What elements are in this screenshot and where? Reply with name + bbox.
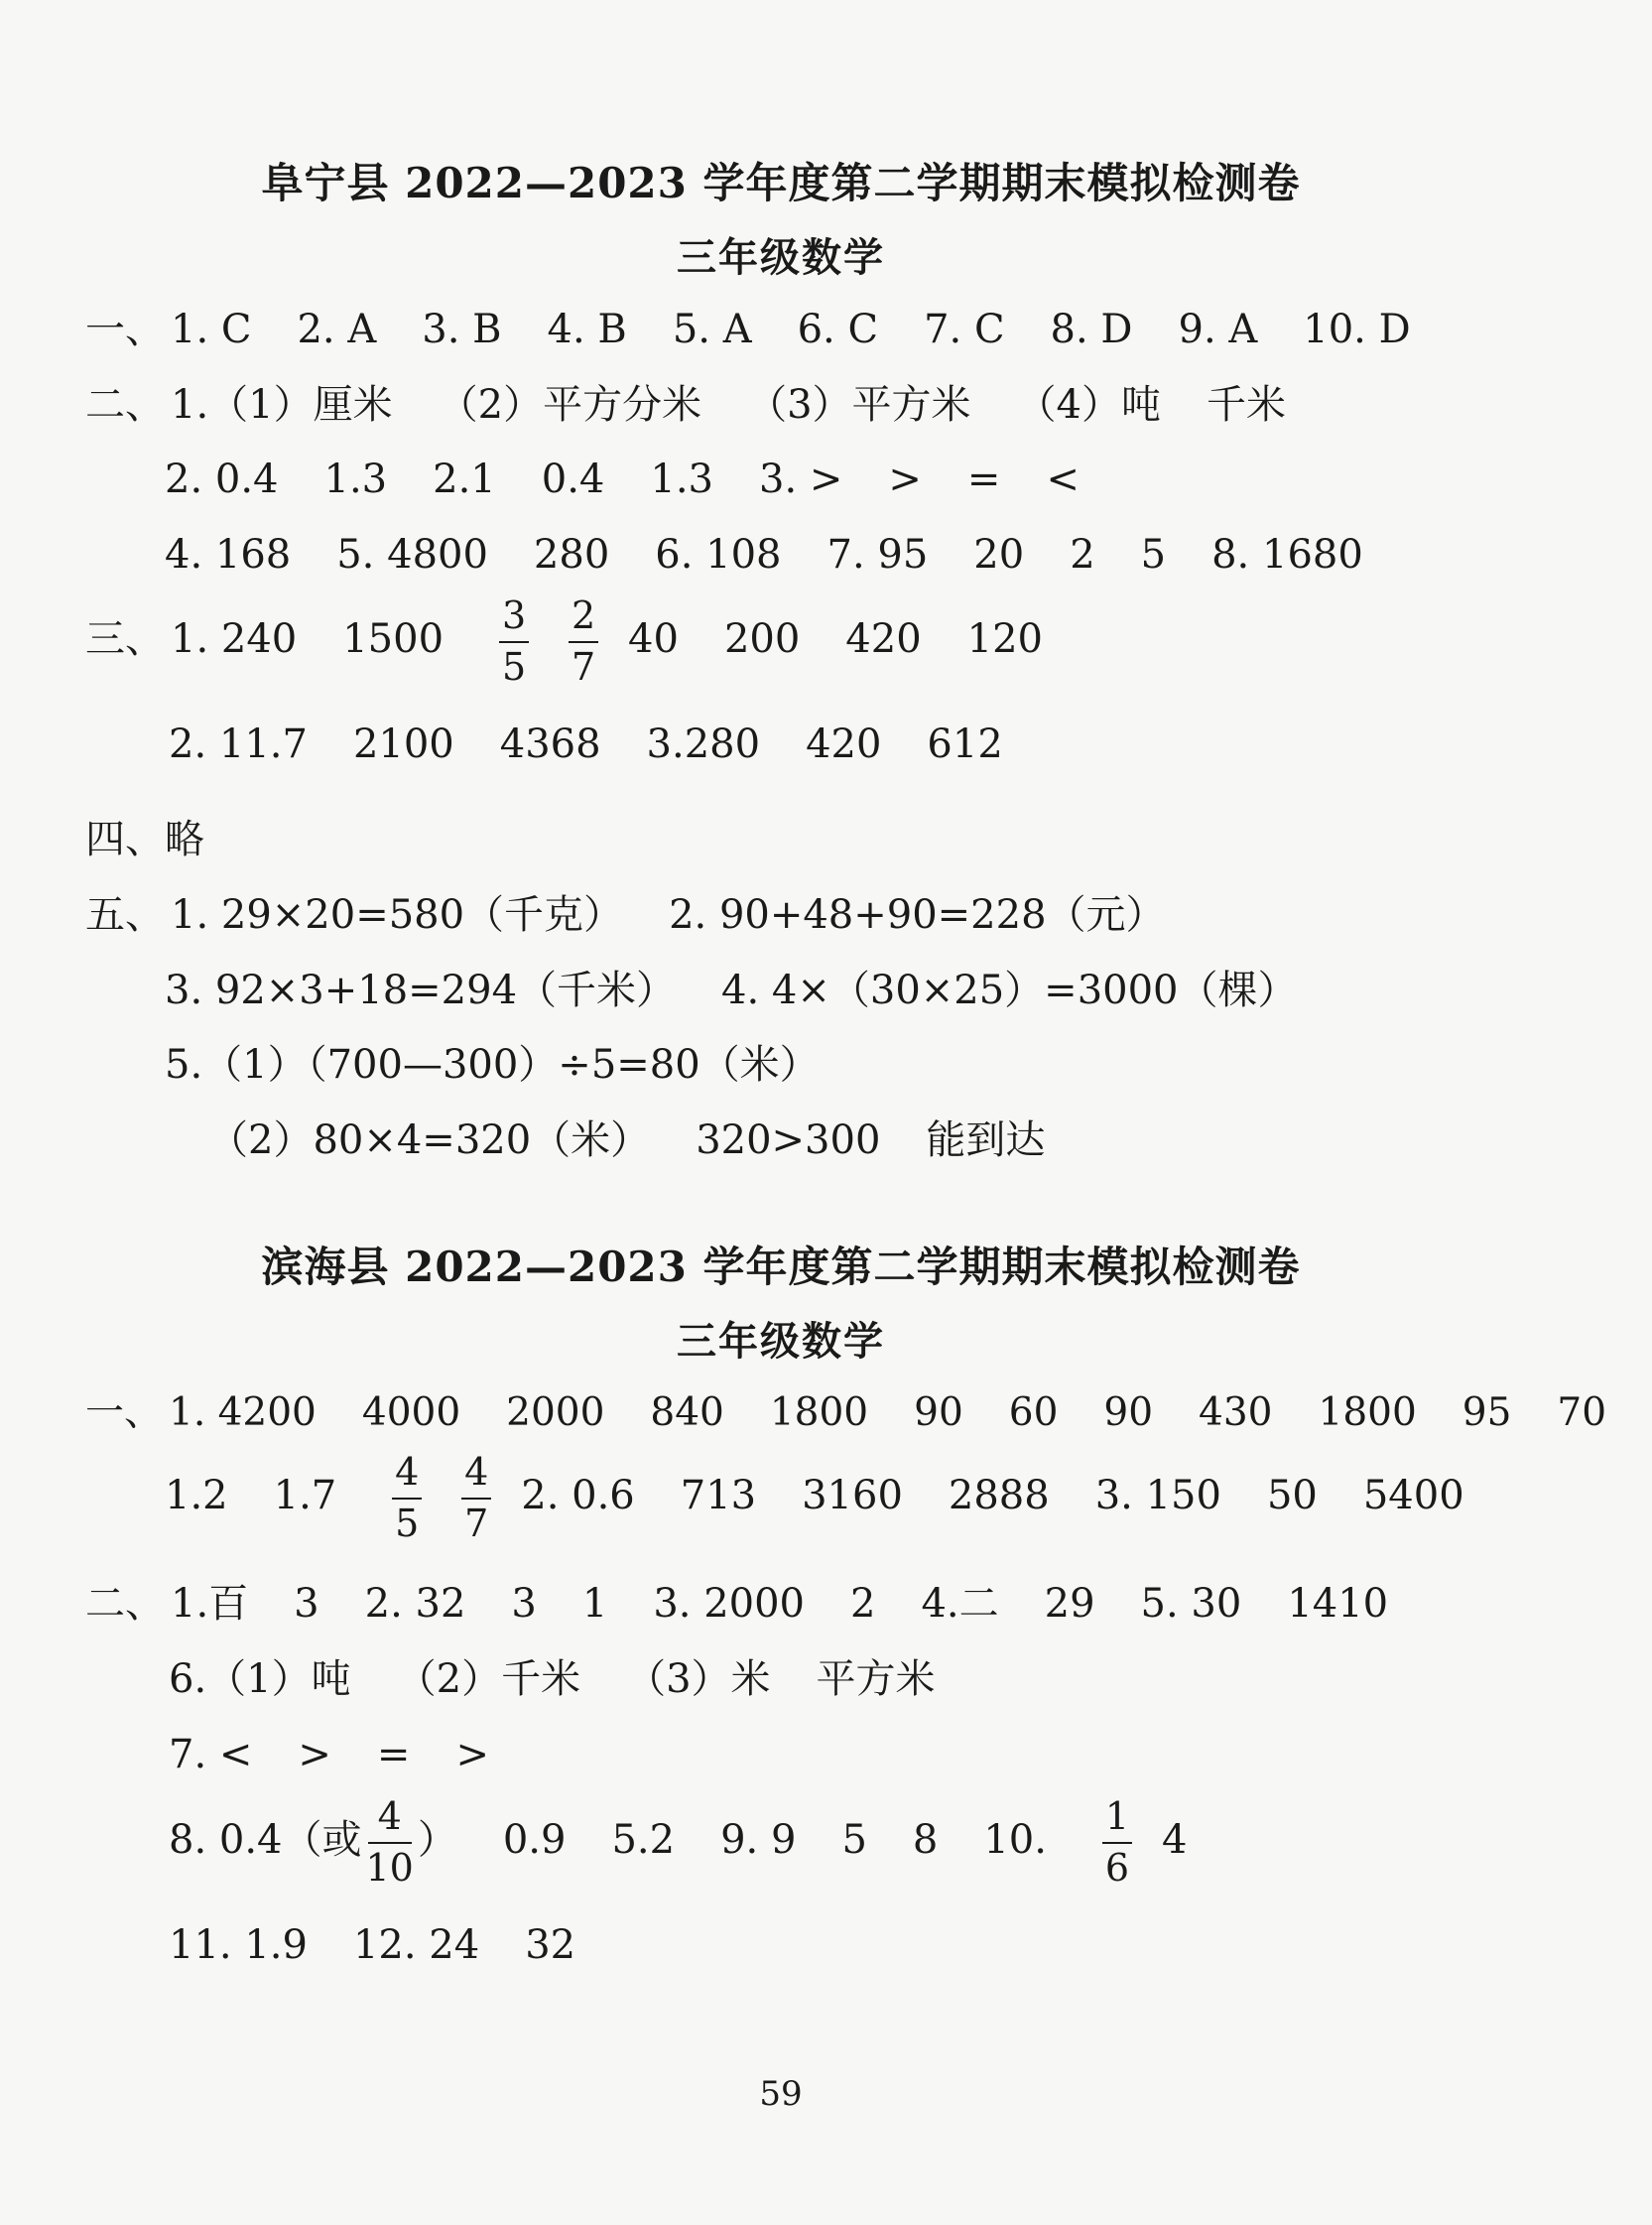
answer-item: （3）平方米 — [747, 382, 971, 428]
answer-item: 3. > — [759, 457, 843, 502]
answer-item: 1.百 — [171, 1581, 249, 1627]
answer-item: 11. 1.9 — [169, 1922, 308, 1968]
answer-item: 6. 108 — [655, 532, 782, 578]
answer-item: 2000 — [506, 1390, 605, 1435]
answer-item: 5. A — [672, 307, 752, 352]
s2-line-2 — [165, 1452, 1510, 1545]
answer-item: > — [888, 457, 922, 502]
answer-item: 2 — [850, 1581, 876, 1627]
answer-item: 7. C — [924, 307, 1005, 352]
answer-item: 5. 4800 — [336, 532, 488, 578]
answer-item: 5 — [841, 1816, 867, 1863]
answer-item: （2）平方分米 — [438, 382, 702, 428]
answer-item: 1.2 — [165, 1472, 228, 1518]
s1-line-10: 5.（1）（700—300）÷5=80（米） — [165, 1042, 820, 1088]
answer-item: 8. D — [1050, 307, 1133, 352]
answer-item: 95 — [1461, 1390, 1512, 1435]
s1-line-5: 三、 1. 240 1500 $\frac{3}{5}$ $\frac{2}{7}$ 40 200 420 120 — [85, 593, 1044, 689]
fraction-4-5: $\frac{4}{5}$ — [392, 1452, 422, 1545]
answer-item: 1. 240 — [171, 615, 298, 662]
answer-item: 2 — [1070, 532, 1095, 578]
answer-item: 平方米 — [816, 1656, 936, 1702]
answer-item: 4. 168 — [165, 532, 292, 578]
fraction-1-6: $\frac{1}{6}$ — [1102, 1796, 1132, 1890]
fraction-4-7: $\frac{4}{7}$ — [461, 1452, 491, 1545]
answer-item: 1.（1）厘米 — [171, 382, 393, 428]
answer-item: 60 — [1008, 1390, 1059, 1435]
section2-subtitle: 三年级数学 — [677, 1318, 885, 1365]
answer-item: 40 — [628, 615, 679, 662]
answer-item: 1 — [581, 1581, 608, 1627]
answer-item: 1500 — [342, 615, 445, 662]
answer-item: 9. 9 — [720, 1816, 797, 1863]
s1-line-1: 一、 1. C 2. A 3. B 4. B 5. A 6. C 7. C 8. D 9. A 10. D — [85, 307, 1411, 352]
answer-item: 1410 — [1287, 1581, 1389, 1627]
page-number: 59 — [759, 2074, 803, 2114]
section2-title: 滨海县 2022—2023 学年度第二学期期末模拟检测卷 — [261, 1243, 1301, 1291]
answer-item: 1800 — [1318, 1390, 1417, 1435]
answer-item: 7. 95 — [826, 532, 929, 578]
answer-item: 5.2 — [611, 1816, 676, 1863]
answer-item: 3. B — [422, 307, 502, 352]
s1-line-4 — [165, 532, 1409, 578]
answer-item: 1. 29×20=580（千克） — [171, 892, 624, 938]
answer-item: （2）80×4=320（米） — [208, 1117, 651, 1163]
answer-item: 3.280 — [646, 721, 761, 767]
answer-item: 2. A — [297, 307, 377, 352]
answer-item: 1.7 — [273, 1472, 337, 1518]
s2-line-7 — [169, 1922, 621, 1968]
answer-item: 713 — [680, 1472, 757, 1518]
answer-item: 9. A — [1178, 307, 1258, 352]
answer-item: 3160 — [802, 1472, 903, 1518]
answer-item: 7. < — [169, 1732, 253, 1777]
s2-line-4 — [169, 1656, 981, 1702]
s1-line-7: 四、略 — [85, 817, 204, 862]
answer-item: 2888 — [948, 1472, 1050, 1518]
answer-item: 2100 — [352, 721, 454, 767]
answer-item: 3 — [511, 1581, 537, 1627]
answer-item: 280 — [533, 532, 610, 578]
answer-item: 3. 2000 — [653, 1581, 805, 1627]
answer-item: 5 — [1140, 532, 1167, 578]
s2-line-3: 二、 1.百 3 2. 32 3 1 3. 2000 2 4.二 29 5. 30 1410 — [85, 1581, 1389, 1627]
answer-item: 3. 150 — [1094, 1472, 1221, 1518]
answer-item: 5. 30 — [1140, 1581, 1242, 1627]
answer-item: 420 — [845, 615, 922, 662]
answer-item: 90 — [914, 1390, 963, 1435]
answer-item: 20 — [973, 532, 1025, 578]
answer-item: 2.1 — [433, 457, 496, 502]
answer-item: 430 — [1199, 1390, 1273, 1435]
fraction-4-10: $\frac{4}{10}$ — [365, 1794, 414, 1890]
answer-item: 能到达 — [926, 1117, 1046, 1163]
answer-item: 12. 24 — [352, 1922, 480, 1968]
answer-item: 1800 — [769, 1390, 869, 1435]
s2-line-1: 一、 1. 4200 4000 2000 840 1800 90 60 90 430 1800 95 70 — [85, 1390, 1607, 1435]
answer-item: > — [455, 1732, 489, 1777]
answer-item: （2）千米 — [396, 1656, 581, 1702]
answer-item: 29 — [1044, 1581, 1095, 1627]
answer-item: 2. 0.4 — [165, 457, 279, 502]
answer-item: 10. D — [1303, 307, 1411, 352]
answer-item: 4.二 — [921, 1581, 999, 1627]
answer-item: 4. 4×（30×25）=3000（棵） — [721, 968, 1298, 1013]
answer-item: 3 — [294, 1581, 319, 1627]
answer-item: 4368 — [499, 721, 601, 767]
answer-item: 2. 0.6 — [521, 1472, 635, 1518]
answer-item: 千米 — [1206, 382, 1286, 428]
answer-item: 50 — [1266, 1472, 1318, 1518]
answer-item: 1. 4200 — [169, 1390, 317, 1435]
s2-line-5 — [169, 1732, 535, 1777]
fraction-3-5: $\frac{3}{5}$ — [499, 595, 529, 689]
section1-title: 阜宁县 2022—2023 学年度第二学期期末模拟检测卷 — [261, 159, 1301, 207]
answer-item: 1.3 — [323, 457, 388, 502]
answer-item: （3）米 — [626, 1656, 771, 1702]
answer-item: 70 — [1557, 1390, 1607, 1435]
s1-line-3 — [165, 457, 1125, 502]
answer-item: 90 — [1103, 1390, 1154, 1435]
answer-item: 3. 92×3+18=294（千米） — [165, 968, 677, 1013]
s1-line-2: 二、 1.（1）厘米 （2）平方分米 （3）平方米 （4）吨 千米 — [85, 382, 1286, 428]
s1-line-6 — [169, 721, 1049, 767]
s1-line-9 — [165, 968, 1343, 1013]
answer-item: = — [376, 1732, 411, 1777]
answer-item: 120 — [966, 615, 1044, 662]
answer-item: 2. 11.7 — [169, 721, 308, 767]
answer-item: = — [966, 457, 1001, 502]
s1-line-8: 五、 1. 29×20=580（千克） 2. 90+48+90=228（元） — [85, 892, 1166, 938]
fraction-2-7: $\frac{2}{7}$ — [569, 595, 598, 689]
answer-item: 320>300 — [696, 1117, 881, 1163]
section1-subtitle: 三年级数学 — [677, 234, 885, 281]
answer-item: 840 — [650, 1390, 724, 1435]
answer-item: 200 — [723, 615, 801, 662]
answer-item: 2. 32 — [364, 1581, 466, 1627]
answer-item: < — [1046, 457, 1080, 502]
answer-item: 4. B — [547, 307, 627, 352]
answer-item: 0.4 — [541, 457, 605, 502]
answer-item: 32 — [525, 1922, 576, 1968]
answer-item: 10. — [983, 1816, 1047, 1863]
s1-line-11 — [208, 1117, 1090, 1163]
answer-item: 2. 90+48+90=228（元） — [669, 892, 1166, 938]
answer-item: 6.（1）吨 — [169, 1656, 351, 1702]
answer-item: 6. C — [797, 307, 879, 352]
answer-item: 420 — [806, 721, 882, 767]
answer-item: 1.3 — [650, 457, 713, 502]
answer-item: 1. C — [171, 307, 252, 352]
answer-item: 5400 — [1362, 1472, 1464, 1518]
answer-item: 4000 — [361, 1390, 461, 1435]
answer-item: 612 — [927, 721, 1003, 767]
s2-line-6: 8. 0.4（或 $\frac{4}{10}$ ） 0.9 5.2 9. 9 5 8 10. $\frac{1}{6}$ 4 — [169, 1794, 1188, 1890]
answer-item: 0.9 — [502, 1816, 567, 1863]
answer-item: （4）吨 — [1016, 382, 1161, 428]
answer-item: 8. 1680 — [1211, 532, 1363, 578]
answer-item: 8 — [912, 1816, 939, 1863]
answer-item: > — [298, 1732, 331, 1777]
